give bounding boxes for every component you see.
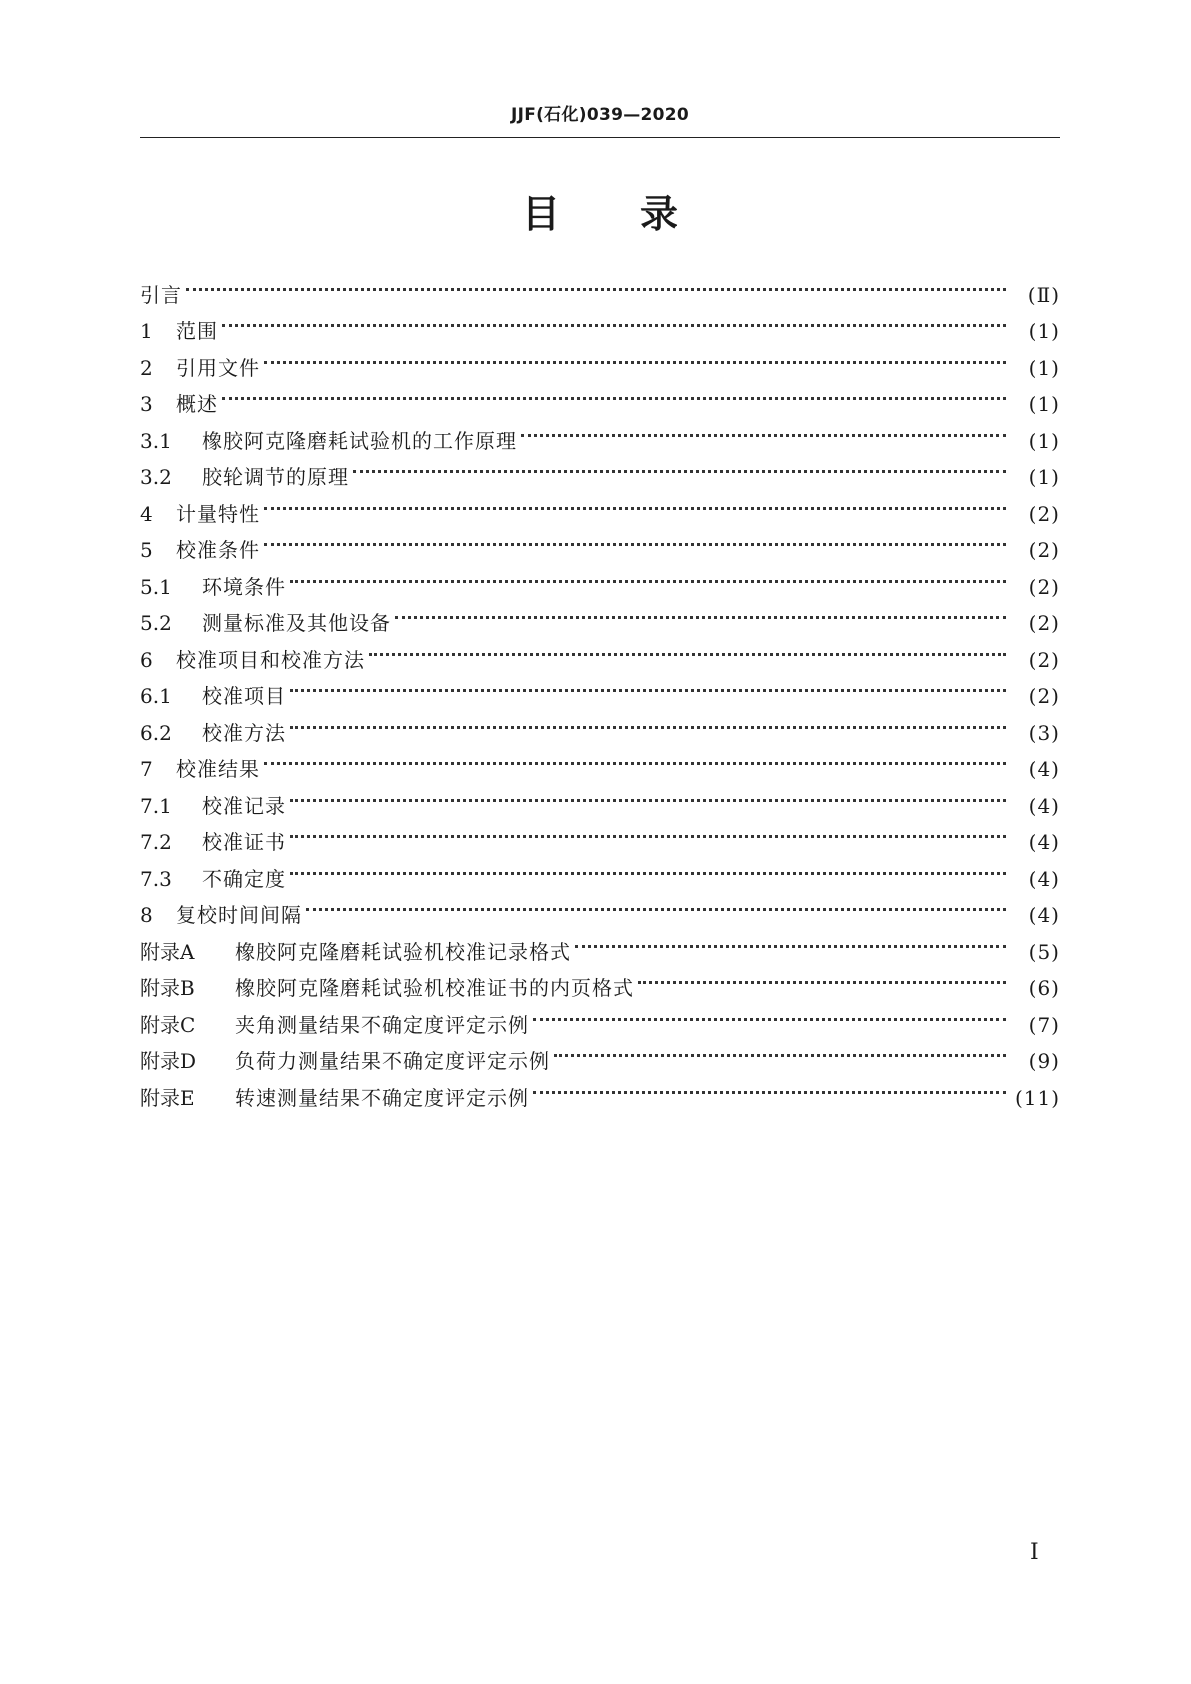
toc-entry-number: 1 [140, 319, 153, 343]
toc-entry-number: 附录B [140, 976, 195, 1000]
toc-entry-number: 5.1 [140, 574, 172, 599]
toc-dot-leader [186, 265, 1006, 302]
toc-entry-page: (4) [1028, 830, 1060, 854]
toc-dot-leader [395, 594, 1006, 631]
toc-dot-leader [264, 521, 1006, 558]
toc-entry-title: 概述 [176, 392, 218, 416]
toc-entry-title: 橡胶阿克隆磨耗试验机校准记录格式 [235, 939, 571, 964]
toc-entry-title: 计量特性 [176, 501, 260, 526]
toc-entry-number: 附录D [140, 1049, 197, 1073]
toc-dot-leader [290, 557, 1006, 594]
toc-dot-leader [290, 849, 1006, 886]
toc-entry-number: 7.3 [140, 866, 172, 891]
toc-dot-leader [575, 922, 1006, 959]
toc-entry-page: (5) [1028, 939, 1060, 964]
toc-entry-title: 引言 [140, 282, 182, 307]
toc-entry-page: (4) [1028, 903, 1060, 927]
toc-entry-page: (1) [1028, 319, 1060, 343]
toc-dot-leader [353, 448, 1006, 485]
toc-entry[interactable] [140, 776, 1060, 818]
toc-entry-page: (4) [1028, 757, 1060, 781]
toc-dot-leader [290, 667, 1006, 704]
toc-entry-page: (1) [1028, 465, 1060, 489]
toc-entry-title: 负荷力测量结果不确定度评定示例 [235, 1049, 550, 1073]
toc-entry-page: (2) [1028, 611, 1060, 635]
toc-entry-number: 6.2 [140, 720, 172, 745]
toc-entry-number: 4 [140, 501, 153, 526]
toc-entry-number: 5 [140, 538, 153, 562]
toc-entry-page: (9) [1028, 1049, 1060, 1073]
toc-entry-title: 校准条件 [176, 538, 260, 562]
toc-dot-leader [222, 302, 1006, 339]
toc-dot-leader [290, 813, 1006, 850]
toc-entry-title: 校准记录 [202, 793, 286, 818]
toc-entry-number: 附录A [140, 939, 195, 964]
toc-entry-page: (4) [1028, 793, 1060, 818]
toc-entry-page: (Ⅱ) [1027, 282, 1060, 307]
toc-dot-leader [290, 703, 1006, 740]
toc-entry[interactable] [140, 302, 1060, 343]
toc-entry-number: 5.2 [140, 611, 172, 635]
toc-entry-number: 附录E [140, 1085, 195, 1110]
toc-entry-number: 7 [140, 757, 153, 781]
toc-entry-title: 校准结果 [176, 757, 260, 781]
toc-entry-title: 校准项目 [202, 684, 286, 708]
toc-entry-title: 校准证书 [202, 830, 286, 854]
toc-entry-number: 附录C [140, 1012, 196, 1037]
toc-entry-title: 校准项目和校准方法 [176, 647, 365, 672]
toc-entry-page: (2) [1028, 684, 1060, 708]
toc-entry-page: (1) [1028, 355, 1060, 380]
toc-entry-title: 橡胶阿克隆磨耗试验机校准证书的内页格式 [235, 976, 634, 1000]
toc-entry-page: (7) [1028, 1012, 1060, 1037]
toc-entry-page: (6) [1028, 976, 1060, 1000]
toc-dot-leader [638, 959, 1006, 996]
toc-entry-title: 测量标准及其他设备 [202, 611, 391, 635]
toc-entry[interactable] [140, 411, 1060, 453]
toc-entry-number: 3.2 [140, 465, 172, 489]
toc-entry[interactable] [140, 265, 1060, 307]
toc-entry-title: 夹角测量结果不确定度评定示例 [235, 1012, 529, 1037]
toc-entry-title: 橡胶阿克隆磨耗试验机的工作原理 [202, 428, 517, 453]
toc-entry-page: (3) [1028, 720, 1060, 745]
toc-entry-number: 2 [140, 355, 153, 380]
toc-entry[interactable] [140, 338, 1060, 380]
toc-entry-number: 6 [140, 647, 153, 672]
toc-entry-title: 范围 [176, 319, 218, 343]
toc-dot-leader [264, 484, 1006, 521]
toc-entry-page: (2) [1028, 647, 1060, 672]
toc-entry[interactable] [140, 557, 1060, 599]
toc-entry-number: 3.1 [140, 428, 172, 453]
toc-dot-leader [306, 886, 1006, 923]
toc-entry[interactable] [140, 375, 1060, 416]
toc-entry-page: (1) [1028, 428, 1060, 453]
standard-code-header: JJF(石化)039—2020 [510, 105, 690, 125]
toc-dot-leader [369, 630, 1006, 667]
toc-entry-title: 不确定度 [202, 866, 286, 891]
toc-entry-page: (4) [1028, 866, 1060, 891]
toc-dot-leader [264, 338, 1006, 375]
toc-entry-number: 7.1 [140, 793, 172, 818]
toc-dot-leader [554, 1032, 1006, 1069]
toc-dot-leader [533, 995, 1006, 1032]
toc-title: 目录 [521, 192, 758, 236]
page-number: I [1030, 1540, 1039, 1565]
table-of-contents [140, 265, 1060, 1110]
toc-entry-title: 复校时间间隔 [176, 903, 302, 927]
toc-entry-page: (1) [1028, 392, 1060, 416]
toc-dot-leader [222, 375, 1006, 412]
toc-entry-number: 6.1 [140, 684, 172, 708]
toc-entry-title: 引用文件 [176, 355, 260, 380]
toc-entry-number: 8 [140, 903, 153, 927]
toc-dot-leader [533, 1068, 1006, 1105]
toc-dot-leader [264, 740, 1006, 777]
toc-entry-title: 胶轮调节的原理 [202, 465, 349, 489]
toc-dot-leader [290, 776, 1006, 813]
header-divider [140, 137, 1060, 138]
toc-entry[interactable] [140, 740, 1060, 781]
toc-entry-page: (2) [1028, 538, 1060, 562]
toc-entry-number: 7.2 [140, 830, 172, 854]
toc-entry-page: (11) [1014, 1085, 1060, 1110]
toc-entry-page: (2) [1028, 501, 1060, 526]
toc-entry-title: 转速测量结果不确定度评定示例 [235, 1085, 529, 1110]
toc-entry-title: 环境条件 [202, 574, 286, 599]
toc-entry-title: 校准方法 [202, 720, 286, 745]
toc-entry-number: 3 [140, 392, 153, 416]
toc-entry-page: (2) [1028, 574, 1060, 599]
toc-entry[interactable] [140, 484, 1060, 526]
toc-dot-leader [521, 411, 1006, 448]
toc-entry[interactable] [140, 521, 1060, 562]
